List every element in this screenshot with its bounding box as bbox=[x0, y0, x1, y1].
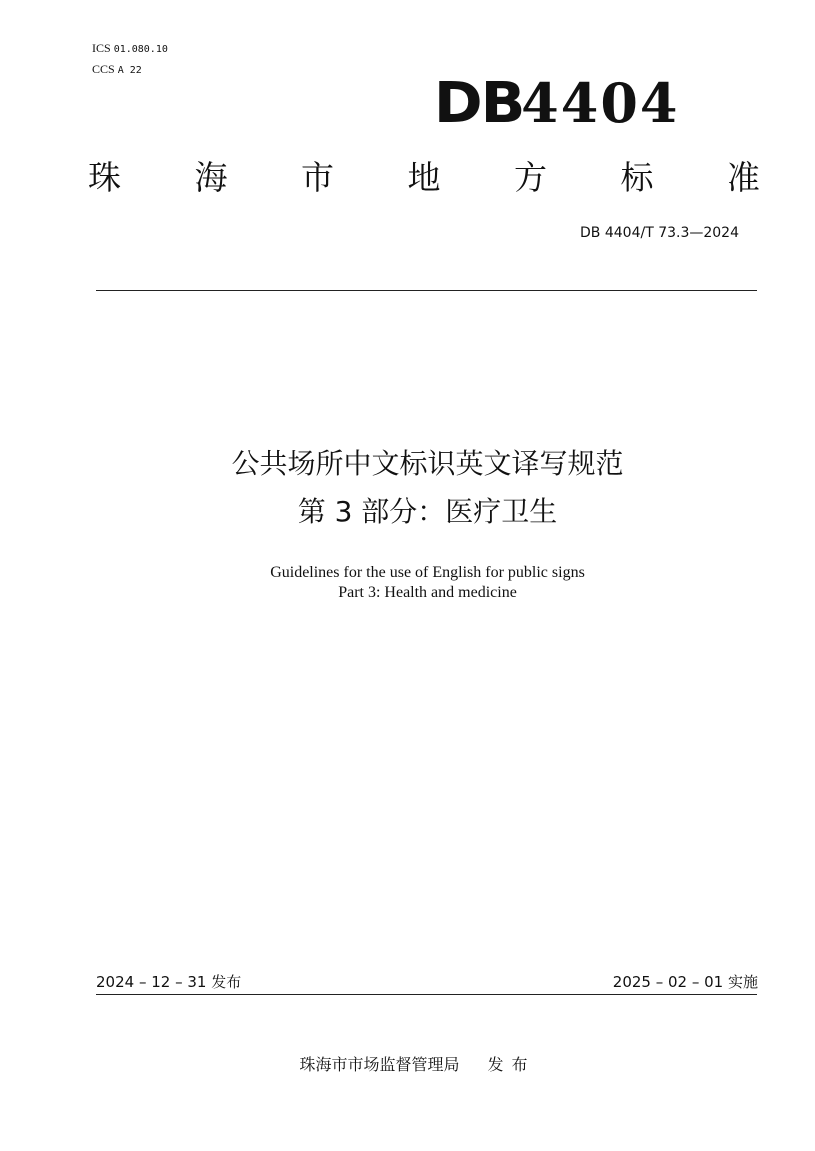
standard-number: DB 4404/T 73.3—2024 bbox=[580, 225, 739, 241]
issue-date: 2024 – 12 – 31 发布 bbox=[96, 973, 242, 991]
standard-type-char: 海 bbox=[194, 158, 228, 197]
standard-type-char: 市 bbox=[301, 158, 334, 197]
standard-type-char: 方 bbox=[514, 158, 547, 197]
standard-type-char: 准 bbox=[727, 158, 760, 197]
ics-label: ICS bbox=[92, 41, 111, 55]
footer-divider bbox=[96, 994, 757, 995]
standard-type-char: 珠 bbox=[88, 158, 121, 197]
standard-mark-number: 4404 bbox=[521, 71, 680, 135]
title-chinese bbox=[0, 440, 815, 536]
header-divider bbox=[96, 290, 757, 291]
ics-value: 01.080.10 bbox=[113, 44, 168, 55]
ics-code bbox=[92, 40, 168, 58]
title-en-line1: Guidelines for the use of English for public signs bbox=[270, 564, 585, 581]
effective-date: 2025 – 02 – 01 实施 bbox=[612, 973, 758, 991]
title-english bbox=[0, 563, 815, 603]
title-en-line2: Part 3: Health and medicine bbox=[338, 584, 517, 601]
publisher-name: 珠海市市场监督管理局 bbox=[299, 1055, 460, 1074]
publisher bbox=[0, 1054, 815, 1076]
standard-mark bbox=[433, 71, 680, 136]
ccs-value: A 22 bbox=[117, 65, 142, 76]
ccs-label: CCS bbox=[92, 62, 115, 76]
publisher-action: 发布 bbox=[487, 1055, 536, 1074]
standard-type bbox=[88, 156, 760, 200]
standard-type-char: 地 bbox=[407, 158, 441, 197]
standard-type-char: 标 bbox=[620, 158, 654, 197]
title-zh-line2: 第 3 部分：医疗卫生 bbox=[297, 495, 558, 528]
title-zh-line1: 公共场所中文标识英文译写规范 bbox=[231, 447, 624, 480]
standard-mark-letters: DB bbox=[433, 71, 524, 136]
ccs-code bbox=[92, 61, 142, 79]
